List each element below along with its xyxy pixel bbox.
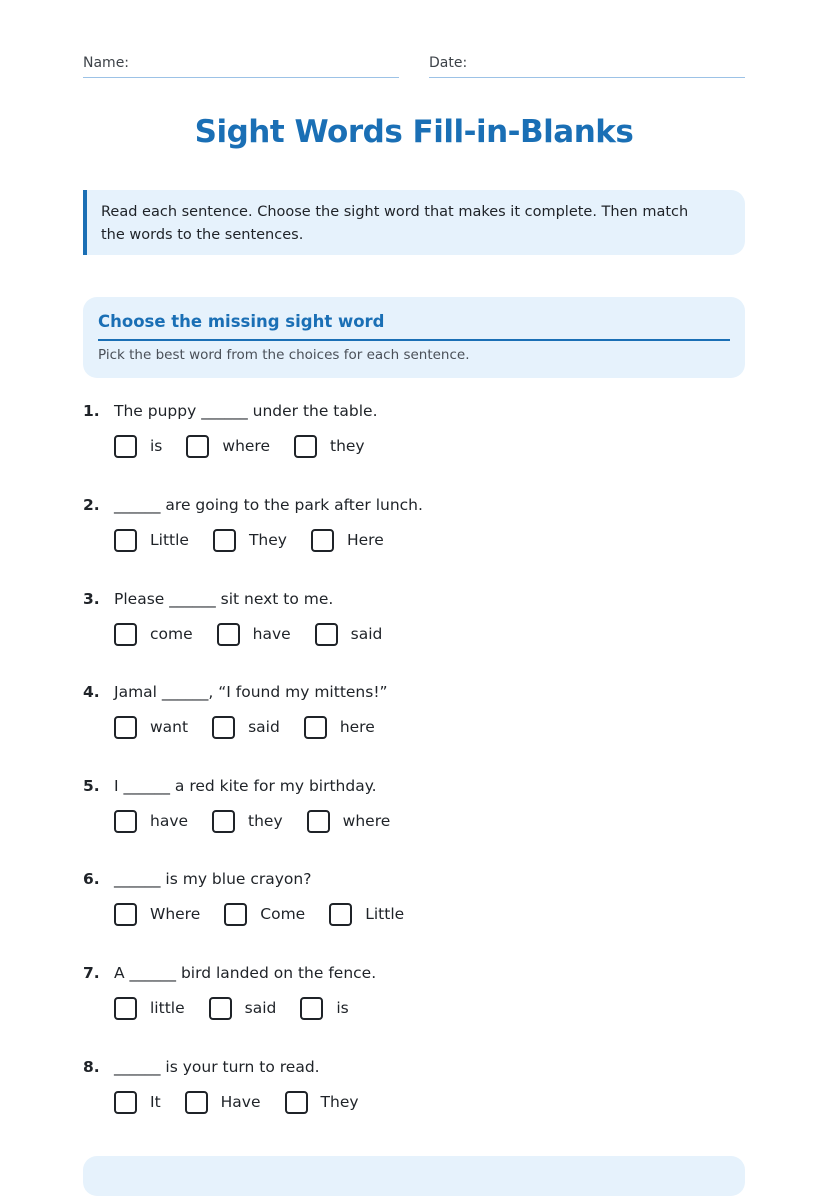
question-text: Please ______ sit next to me. (114, 590, 334, 608)
question-number: 4. (83, 683, 100, 701)
name-field[interactable] (83, 52, 399, 78)
checkbox[interactable] (114, 435, 137, 458)
checkbox[interactable] (114, 716, 137, 739)
question-text: A ______ bird landed on the fence. (114, 964, 377, 982)
checkbox[interactable] (114, 810, 137, 833)
question (83, 681, 745, 751)
question-text: I ______ a red kite for my birthday. (114, 777, 377, 795)
option-label: they (330, 437, 365, 455)
answer-option[interactable] (114, 997, 185, 1020)
question-text: ______ are going to the park after lunch. (114, 496, 423, 514)
date-label: Date: (429, 55, 468, 71)
section-subtitle: Pick the best word from the choices for each sentence. (98, 347, 470, 363)
question-text: ______ is my blue crayon? (114, 870, 312, 888)
option-label: said (350, 625, 383, 643)
option-label: Here (346, 531, 384, 549)
checkbox[interactable] (304, 716, 327, 739)
answer-option[interactable] (213, 529, 287, 552)
answer-option[interactable] (212, 810, 283, 833)
option-label: said (248, 718, 280, 736)
section-title: Choose the missing sight word (98, 310, 730, 341)
option-label: They (248, 531, 287, 549)
answer-options (114, 1088, 383, 1116)
answer-option[interactable] (307, 810, 391, 833)
answer-option[interactable] (217, 623, 291, 646)
checkbox[interactable] (224, 903, 247, 926)
answer-option[interactable] (114, 903, 200, 926)
answer-option[interactable] (212, 716, 280, 739)
option-label: have (252, 625, 291, 643)
question-text: The puppy ______ under the table. (114, 402, 378, 420)
answer-option[interactable] (300, 997, 348, 1020)
checkbox[interactable] (307, 810, 330, 833)
checkbox[interactable] (212, 810, 235, 833)
name-label: Name: (83, 55, 130, 71)
answer-option[interactable] (311, 529, 384, 552)
checkbox[interactable] (185, 1091, 208, 1114)
option-label: come (150, 625, 193, 643)
option-label: They (320, 1093, 359, 1111)
answer-option[interactable] (285, 1091, 359, 1114)
option-label: here (339, 718, 375, 736)
option-label: want (150, 718, 189, 736)
option-label: said (244, 999, 277, 1017)
checkbox[interactable] (186, 435, 209, 458)
option-label: little (150, 999, 185, 1017)
option-label: is (336, 999, 349, 1017)
checkbox[interactable] (294, 435, 317, 458)
answer-option[interactable] (224, 903, 305, 926)
answer-option[interactable] (185, 1091, 261, 1114)
checkbox[interactable] (329, 903, 352, 926)
question-number: 8. (83, 1058, 100, 1076)
answer-option[interactable] (209, 997, 277, 1020)
checkbox[interactable] (114, 529, 137, 552)
answer-option[interactable] (304, 716, 375, 739)
question-number: 3. (83, 590, 100, 608)
header-fields (83, 52, 745, 78)
checkbox[interactable] (213, 529, 236, 552)
answer-option[interactable] (186, 435, 270, 458)
checkbox[interactable] (311, 529, 334, 552)
checkbox[interactable] (114, 903, 137, 926)
question-text: Jamal ______, “I found my mittens!” (114, 683, 388, 701)
answer-options (114, 620, 406, 648)
option-label: where (342, 812, 391, 830)
question-number: 5. (83, 777, 100, 795)
section-header (83, 297, 745, 378)
question (83, 588, 745, 658)
checkbox[interactable] (114, 623, 137, 646)
answer-options (114, 900, 428, 928)
answer-options (114, 713, 399, 741)
checkbox[interactable] (217, 623, 240, 646)
instructions-box (83, 190, 745, 255)
question-number: 2. (83, 496, 100, 514)
answer-options (114, 807, 414, 835)
option-label: have (150, 812, 189, 830)
instructions-text: Read each sentence. Choose the sight word that makes it complete. Then match the words to the sentences. (101, 204, 689, 243)
question (83, 775, 745, 845)
date-field[interactable] (429, 52, 745, 78)
answer-option[interactable] (114, 529, 189, 552)
checkbox[interactable] (285, 1091, 308, 1114)
option-label: Come (260, 905, 306, 923)
checkbox[interactable] (212, 716, 235, 739)
question-number: 1. (83, 402, 100, 420)
question (83, 494, 745, 564)
option-label: Where (150, 905, 201, 923)
option-label: where (222, 437, 270, 455)
checkbox[interactable] (114, 1091, 137, 1114)
answer-option[interactable] (114, 1091, 161, 1114)
answer-option[interactable] (114, 810, 188, 833)
next-section-panel (83, 1156, 745, 1196)
answer-options (114, 994, 373, 1022)
answer-option[interactable] (114, 623, 193, 646)
checkbox[interactable] (209, 997, 232, 1020)
answer-option[interactable] (114, 716, 188, 739)
checkbox[interactable] (315, 623, 338, 646)
option-label: Little (150, 531, 189, 549)
answer-option[interactable] (294, 435, 365, 458)
checkbox[interactable] (300, 997, 323, 1020)
question-number: 6. (83, 870, 100, 888)
checkbox[interactable] (114, 997, 137, 1020)
option-label: Little (365, 905, 405, 923)
page-title: Sight Words Fill-in-Blanks (194, 114, 634, 150)
answer-options (114, 526, 408, 554)
question (83, 400, 745, 470)
question (83, 1056, 745, 1126)
answer-option[interactable] (315, 623, 383, 646)
question (83, 868, 745, 938)
option-label: Have (220, 1093, 261, 1111)
answer-options (114, 432, 389, 460)
answer-option[interactable] (329, 903, 404, 926)
question (83, 962, 745, 1032)
option-label: they (248, 812, 283, 830)
question-number: 7. (83, 964, 100, 982)
answer-option[interactable] (114, 435, 162, 458)
question-text: ______ is your turn to read. (114, 1058, 320, 1076)
option-label: is (150, 437, 163, 455)
option-label: It (150, 1093, 161, 1111)
